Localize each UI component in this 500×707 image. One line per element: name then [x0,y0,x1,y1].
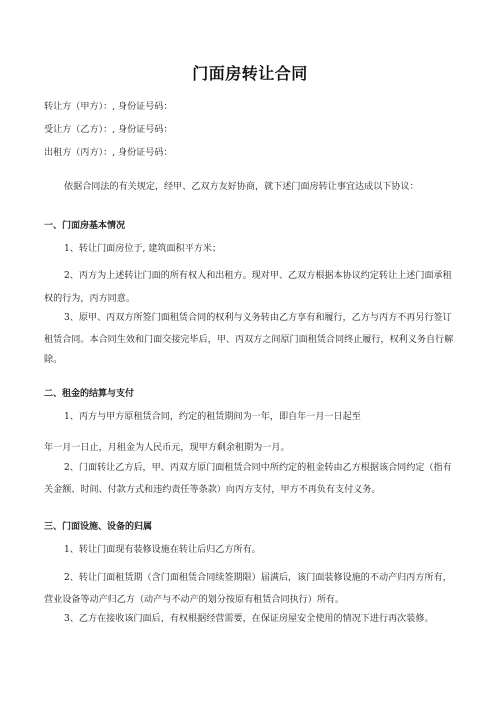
section1-item3-line3: 除。 [44,355,63,365]
section1-item1: 1、转让门面房位于, 建筑面积平方米； [64,244,222,254]
document-title: 门面房转让合同 [192,64,308,83]
section1-item3-line2: 租赁合同。本合同生效和门面交接完毕后，甲、丙双方之间原门面租赁合同终止履行，权利义务自行解 [44,335,454,345]
party-lessor: 出租方（丙方）：, 身份证号码： [44,148,173,158]
section2-item2-line1: 2、门面转让乙方后，甲、丙双方原门面租赁合同中所约定的租金转由乙方根据该合同约定（指有 [64,463,452,473]
section3-item1: 1、转让门面现有装修设施在转让后归乙方所有。 [64,545,261,555]
section1-item2-line1: 2、丙方为上述转让门面的所有权人和出租方。现对甲、乙双方根据本协议约定转让上述门面承租 [64,271,452,281]
section2-item1-line1: 1、丙方与甲方原租赁合同，约定的租赁期间为一年，即自年一月一日起至 [64,412,361,422]
section1-heading: 一、门面房基本情况 [44,221,126,231]
section2-heading: 二、租金的结算与支付 [44,389,135,399]
section3-heading: 三、门面设施、设备的归属 [44,522,153,532]
party-transferee: 受让方（乙方）：, 身份证号码： [44,125,173,135]
section3-item2-line1: 2、转让门面租赁期（含门面租赁合同续签期限）届满后，该门面装修设施的不动产归丙方所有， [64,573,452,583]
intro-paragraph: 依据合同法的有关规定，经甲、乙双方友好协商，就下述门面房转让事宜达成以下协议： [64,182,419,192]
section2-item1-line2: 年一月一日止，月租金为人民币元，现甲方剩余租期为一月。 [44,443,290,453]
section3-item3: 3、乙方在接收该门面后，有权根据经营需要，在保证房屋安全使用的情况下进行再次装修。 [64,614,434,624]
section2-item2-line2: 关金额、时间、付款方式和违约责任等条款）向丙方支付，甲方不再负有支付义务。 [44,485,381,495]
section1-item2-line2: 权的行为，丙方同意。 [44,294,135,304]
section1-item3-line1: 3、原甲、丙双方所签门面租赁合同的权利与义务转由乙方享有和履行，乙方与丙方不再另行签订 [64,313,452,323]
section3-item2-line2: 营业设备等动产归乙方（动产与不动产的划分按原有租赁合同执行）所有。 [44,595,345,605]
party-transferor: 转让方（甲方）：, 身份证号码： [44,102,173,112]
